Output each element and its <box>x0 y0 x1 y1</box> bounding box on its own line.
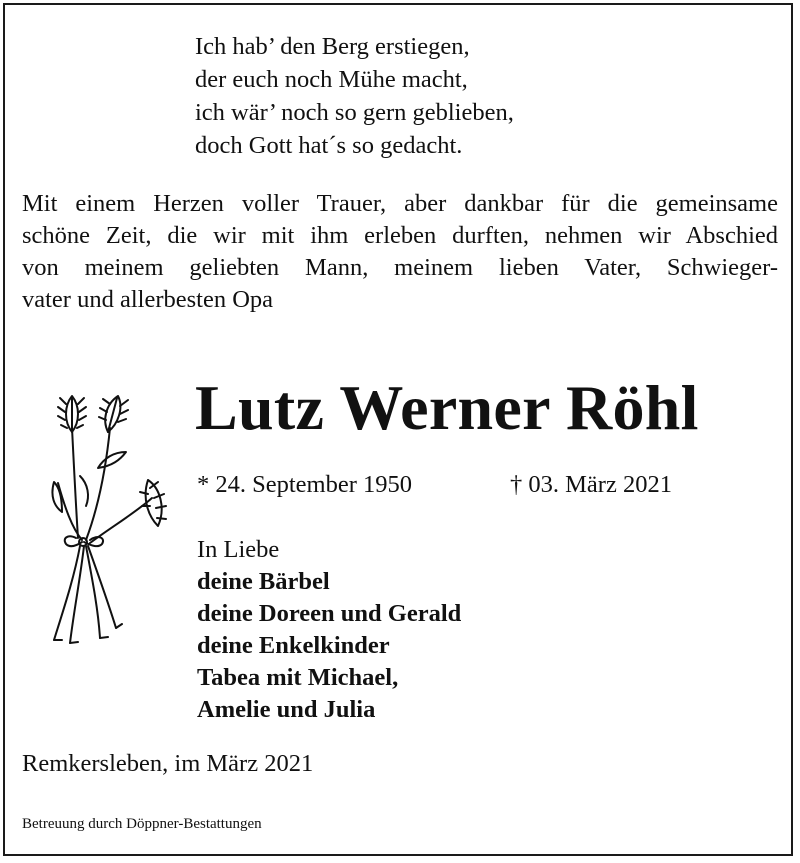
intro-line: vater und allerbesten Opa <box>22 286 274 313</box>
funeral-home-credit: Betreuung durch Döppner-Bestattungen <box>22 816 262 832</box>
mourner-line: deine Doreen und Gerald <box>197 600 462 627</box>
death-date: † 03. März 2021 <box>510 471 672 498</box>
poem <box>195 30 514 162</box>
mourner-line: Amelie und Julia <box>197 696 376 723</box>
mourners-intro: In Liebe <box>197 536 280 563</box>
poem-line: der euch noch Mühe macht, <box>195 66 468 93</box>
intro-line: von meinem geliebten Mann, meinem lieben Vater, Schwieger- <box>22 254 778 281</box>
mourner-line: deine Bärbel <box>197 568 330 595</box>
mourner-line: Tabea mit Michael, <box>197 664 399 691</box>
wheat-bundle-icon <box>40 388 175 653</box>
mourner-line: deine Enkelkinder <box>197 632 390 659</box>
intro-paragraph <box>22 188 778 316</box>
mourners-block <box>197 534 461 726</box>
intro-line: schöne Zeit, die wir mit ihm erleben durften, nehmen wir Abschied <box>22 222 778 249</box>
poem-line: Ich hab’ den Berg erstiegen, <box>195 33 470 60</box>
birth-date: * 24. September 1950 <box>197 471 413 498</box>
poem-line: doch Gott hat´s so gedacht. <box>195 132 463 159</box>
poem-line: ich wär’ noch so gern geblieben, <box>195 99 514 126</box>
intro-line: Mit einem Herzen voller Trauer, aber dankbar für die gemeinsame <box>22 190 778 217</box>
life-dates <box>197 470 672 500</box>
place-date: Remkersleben, im März 2021 <box>22 750 314 777</box>
deceased-name: Lutz Werner Röhl <box>195 372 699 443</box>
